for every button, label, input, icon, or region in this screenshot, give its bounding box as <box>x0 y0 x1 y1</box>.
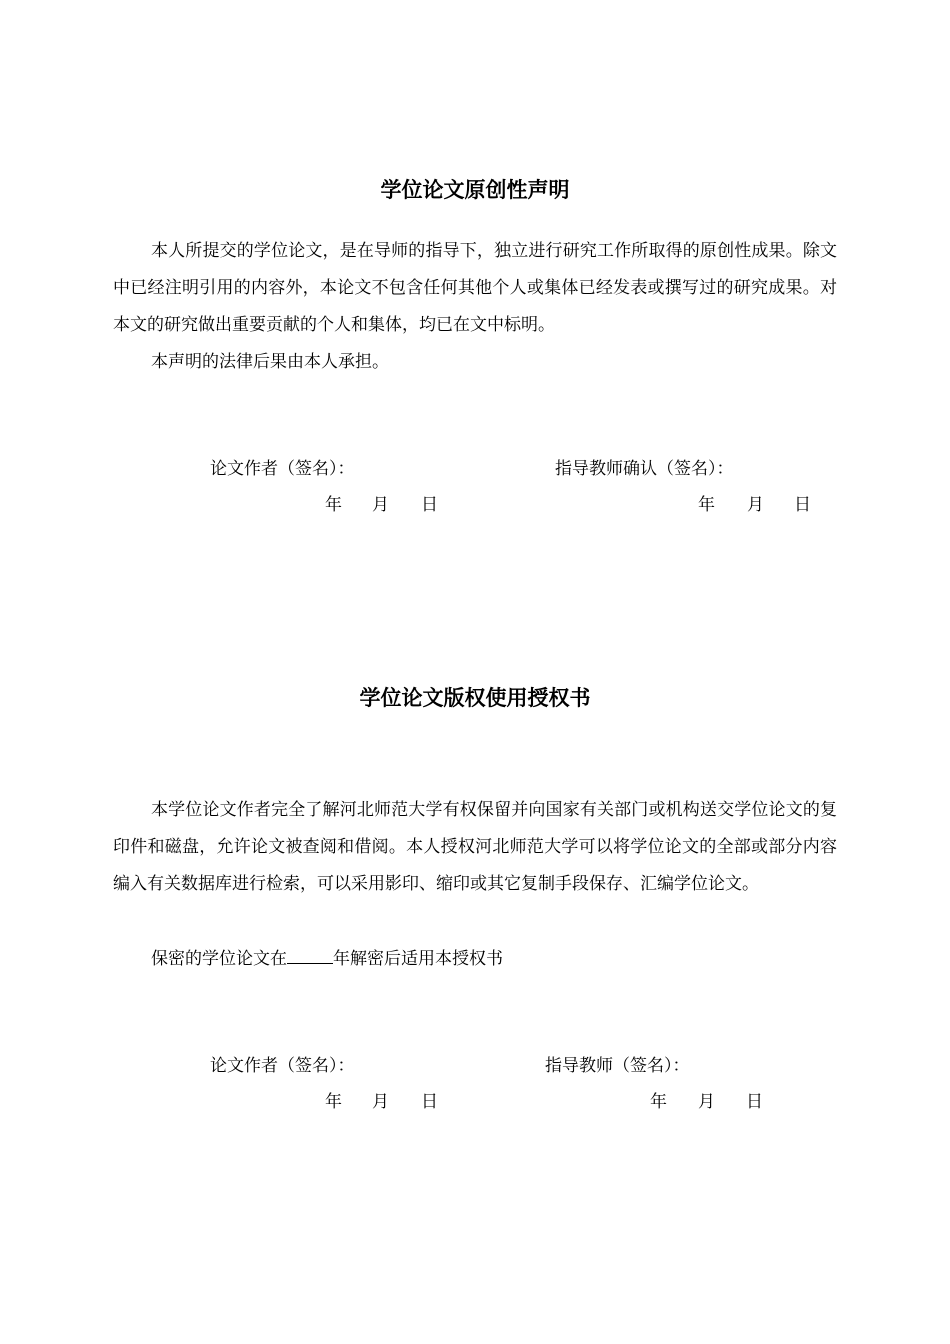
confidential-clause <box>151 946 503 971</box>
confidential-years-blank[interactable] <box>287 946 333 964</box>
date-month-label: 月 <box>372 1092 389 1112</box>
date-month-label: 月 <box>372 495 389 515</box>
confidential-prefix: 保密的学位论文在 <box>151 949 287 969</box>
date-day-label: 日 <box>421 495 438 515</box>
date-year-label: 年 <box>325 1092 342 1112</box>
originality-advisor-signature: 指导教师确认（签名）： <box>555 459 734 479</box>
originality-author-signature: 论文作者（签名）： <box>210 459 355 479</box>
date-month-label: 月 <box>698 1092 715 1112</box>
originality-title: 学位论文原创性声明 <box>380 178 570 202</box>
originality-body: 本人所提交的学位论文，是在导师的指导下，独立进行研究工作所取得的原创性成果。除文中已经注明引用的内容外，本论文不包含任何其他个人或集体已经发表或撰写过的研究成果。对本文的研究做出重要贡献的个人和集体，均已在文中标明。 <box>113 241 837 335</box>
date-month-label: 月 <box>747 495 764 515</box>
date-day-label: 日 <box>746 1092 763 1112</box>
date-day-label: 日 <box>421 1092 438 1112</box>
authorization-advisor-signature: 指导教师（签名）： <box>545 1056 690 1076</box>
authorization-author-signature: 论文作者（签名）： <box>210 1056 355 1076</box>
authorization-title: 学位论文版权使用授权书 <box>359 686 591 710</box>
date-day-label: 日 <box>794 495 811 515</box>
originality-liability: 本声明的法律后果由本人承担。 <box>151 352 389 372</box>
date-year-label: 年 <box>698 495 715 515</box>
date-year-label: 年 <box>325 495 342 515</box>
confidential-suffix: 年解密后适用本授权书 <box>333 949 503 969</box>
authorization-body: 本学位论文作者完全了解河北师范大学有权保留并向国家有关部门或机构送交学位论文的复印件和磁盘，允许论文被查阅和借阅。本人授权河北师范大学可以将学位论文的全部或部分内容编入有关数据库进行检索，可以采用影印、缩印或其它复制手段保存、汇编学位论文。 <box>113 800 837 894</box>
date-year-label: 年 <box>650 1092 667 1112</box>
